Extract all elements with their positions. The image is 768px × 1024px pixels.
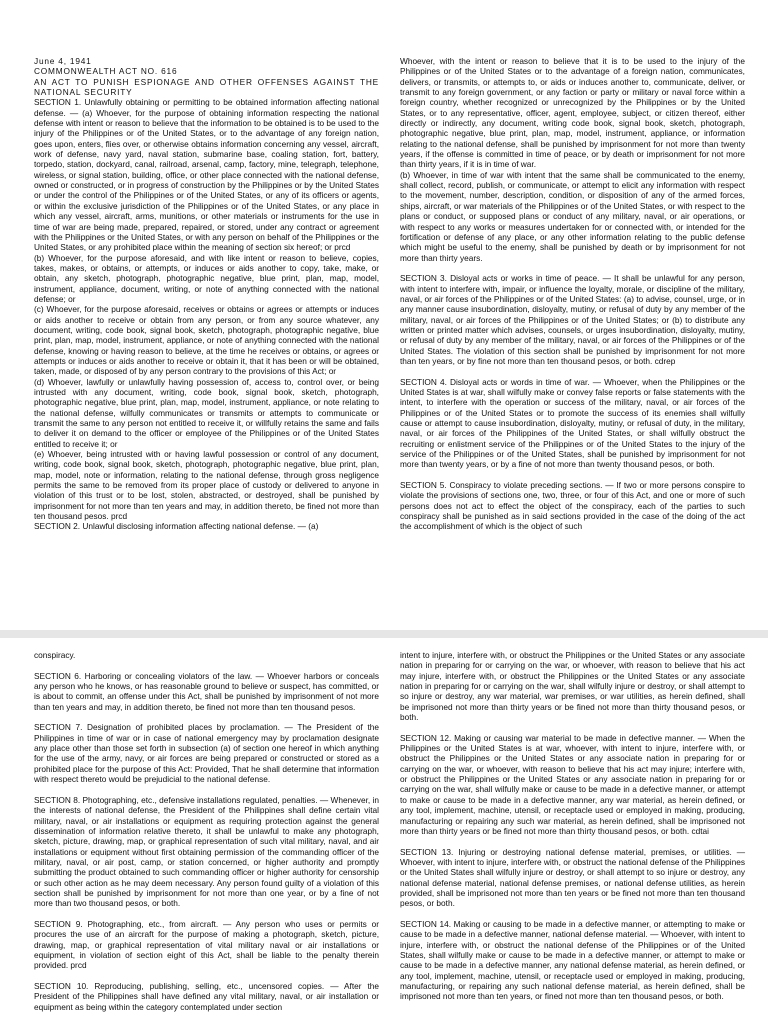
document-page-2	[0, 638, 768, 1024]
document-header-line: COMMONWEALTH ACT NO. 616	[34, 66, 178, 77]
document-paragraph: (c) Whoever, for the purpose aforesaid, receives or obtains or agrees or attempts or induces or aids another to receive or obtain from any person, or from any source whatever, any document, writing, code book, signal book, sketch, photograph, photographic negative, blue print, plan, map, model, instrument, appliance, or note of anything connected with the national defense, knowing or having reason to believe, at the time he receives or obtains, or agrees or attempts or induces or aids another to receive or obtain it, that it has been or will be obtained, taken, made, or disposed of by any person contrary to the provisions of this Act; or	[34, 304, 379, 377]
document-paragraph: conspiracy.	[34, 650, 76, 660]
document-paragraph: SECTION 1. Unlawfully obtaining or permitting to be obtained information affecting national defense. — (a) Whoever, for the purpose of obtaining information respecting the national defense with intent or reason to believe that the information to be obtained is to be used to the injury of the Philippines or of the United States, or to the advantage of any foreign nation, goes upon, enters, flies over, or otherwise obtains information concerning any vessel, aircraft, work of defense, navy yard, naval station, submarine base, coaling station, fort, battery, torpedo, station, dockyard, canal, railroad, arsenal, camp, factory, mine, telegraph, telephone, wireless, or signal station, building, office, or other place connected with the national defense, owned or constructed, or in progress of construction by the Philippines or by the United States or under the control of the Philippines or of the United States, or any of its officers or agents, or within the exclusive jurisdiction of the Philippines or of the United States, or any place in which any vessel, aircraft, arms, munitions, or other materials or instruments for the use in time of war are being made, prepared, repaired, or stored, under any contract or agreement with the Philippines or the United States, or with any person on behalf of the Philippines or the United States, or any prohibited place within the meaning of section six hereof; or prcd	[34, 97, 380, 253]
document-paragraph: SECTION 7. Designation of prohibited places by proclamation. — The President of the Philippines in time of war or in case of national emergency may by proclamation designate any place other than those set forth in subsection (a) of section one hereof in which anything for the use of the army, navy, or air forces are being prepared or constructed or stored as a prohibited place for the purpose of this Act: Provided, That he shall determine that information with respect thereto would be prejudicial to the national defense.	[34, 722, 379, 785]
page2-left-column	[34, 650, 379, 1012]
document-paragraph: SECTION 2. Unlawful disclosing information affecting national defense. — (a)	[34, 521, 319, 532]
document-paragraph: (b) Whoever, in time of war with intent that the same shall be communicated to the enemy, shall collect, record, publish, or communicate, or attempt to elicit any information with respect to the movement, number, description, condition, or disposition of any of the armed forces, ships, aircraft, or war materials of the Philippines or of the United States, or with respect to the plans or conduct, or supposed plans or conduct of any military, naval, or air operations, or with respect to any works or measures undertaken for or connected with, or intended for the fortification or defense of any place, or any other information relating to the public defense which might be useful to the enemy, shall be punished by death or by imprisonment for not more than thirty years.	[400, 169, 745, 263]
document-paragraph: SECTION 5. Conspiracy to violate preceding sections. — If two or more persons conspire to violate the provisions of sections one, two, three, or four of this Act, and one or more of such persons does not act to effect the object of the conspiracy, each of the parties to such conspiracy shall be punished as in said sections provided in the case of the doing of the act the accomplishment of which is the object of such	[400, 480, 745, 532]
page1-right-column	[400, 56, 745, 532]
document-paragraph: (d) Whoever, lawfully or unlawfully having possession of, access to, control over, or being intrusted with any document, writing, code book, signal book, sketch, photograph, photographic negative, blue print, plan, map, model, instrument, appliance, or note relating to the national defense, wilfully communicates or transmits or attempts to communicate or transmit the same to any person not entitled to receive it, or willfully retains the same and fails to deliver it on demand to the officer or employee of the Philippines or of the United States entitled to receive it; or	[34, 376, 379, 449]
document-paragraph: SECTION 10. Reproducing, publishing, selling, etc., uncensored copies. — After the President of the Philippines shall have defined any vital military, naval, or air installation or equipment as being within the category contemplated under section	[34, 981, 379, 1012]
document-paragraph: SECTION 13. Injuring or destroying national defense material, premises, or utilities. — Whoever, with intent to injure, interfere with, or obstruct the national defense of the Philippines or the United States shall wilfully injure or destroy, or shall attempt to so injure or destroy, any national defense material, national defense premises, or national defense utilities, as herein provided, shall be imprisoned not more than ten years or be fined not more than ten thousand pesos, or both.	[400, 846, 745, 909]
document-paragraph: (b) Whoever, for the purpose aforesaid, and with like intent or reason to believe, copies, takes, makes, or obtains, or attempts, or induces or aids another to copy, take, make, or obtain, any sketch, photograph, photographic negative, blue print, plan, map, model, instrument, appliance, document, writing, or note of anything connected with the national defense; or	[34, 252, 379, 304]
document-paragraph: Whoever, with the intent or reason to believe that it is to be used to the injury of the Philippines or of the United States or to the advantage of a foreign nation, communicates, delivers, or transmits, or attempts to, or aids or induces another to, communicate, deliver, or transmit to any foreign government, or any faction or party or military or naval force within a foreign country, whether recognized or unrecognized by the Philippines or by the United States, or to any representative, officer, agent, employee, subject, or citizen thereof, either directly or indirectly, any document, writing code book, signal book, sketch, photograph, photographic negative, blue print, plan, map, model, instrument, appliance, or information relating to the national defense, shall be punished by imprisonment for not more than twenty years, if the offense is committed in time of peace, or by death or imprisonment for not more than thirty years, if it is in time of war.	[400, 56, 745, 170]
document-paragraph: SECTION 12. Making or causing war material to be made in defective manner. — When the Philippines or the United States is at war, whoever, with intent to injure, interfere with, or obstruct the Philippines or the United States or any associate nation in preparing for or carrying on the war, or whoever, with reason to believe that his act may injure; interfere with, or obstruct the Philippines or the United States or any associate nation in preparing for or carrying on the war, shall wilfully make or cause to be made in a defective manner, or attempt to make or cause to be made in a defective manner, any war material, as herein defined, or any tool, implement, machine, utensil, or receptacle used or employed in making, producing, manufacturing or repairing any such war material, as herein defined, shall be imprisoned not more than thirty years or be fined not more than thirty thousand pesos, or both. cdtai	[400, 732, 745, 836]
document-paragraph: SECTION 6. Harboring or concealing violators of the law. — Whoever harbors or conceals any person who he knows, or has reasonable ground to believe or suspect, has committed, or is about to commit, an offense under this Act, shall be punished by imprisonment of not more than ten years and may, in addition thereto, be fined not more than ten thousand pesos.	[34, 670, 379, 712]
page1-left-column	[34, 56, 379, 532]
document-header-line: June 4, 1941	[34, 56, 92, 66]
document-paragraph: SECTION 4. Disloyal acts or words in time of war. — Whoever, when the Philippines or the United States is at war, shall wilfully make or convey false reports or false statements with the intent, to interfere with the operation or success of the military, naval, or air forces of the Philippines or of the United States or to promote the success of its enemies shall wilfully cause or attempt to cause insubordination, disloyalty, mutiny, or refusal of duty, in the military, naval, or air forces of the Philippines of the United States, or shall wilfully obstruct the recruiting or enlistment service of the Philippines or of the United States to the injury of the service of the Philippines or of the United States, shall be punished by imprisonment for not more than twenty years, or by a fine of not more than twenty thousand pesos, or both.	[400, 376, 745, 470]
document-paragraph: intent to injure, interfere with, or obstruct the Philippines or the United States or any associate nation in preparing for or carrying on the war, or whoever, with reason to believe that his act may injure, interfere with, or obstruct the Philippines or the United States or any associate nation in preparing for or carrying on the war, shall wilfully injure or destroy, or shall attempt to so injure or destroy, any war material, war premises, or war utilities, as herein defined, shall be imprisoned not more than thirty years or be fined not more than thirty thousand pesos, or both.	[400, 650, 745, 723]
document-paragraph: SECTION 14. Making or causing to be made in a defective manner, or attempting to make or cause to be made in a defective manner, national defense material. — Whoever, with intent to injure, interfere with, or obstruct the national defense of the Philippines or of the United States, shall wilfully make or cause to be made in a defective manner, or attempt to make or cause to be made in a defective manner, any national defense material, as herein defined, or any tool, implement, machine, utensil, or receptacle used or employed in making, producing, manufacturing, or repairing any such national defense material, as herein defined, shall be imprisoned not more than ten years, or fined not more than ten thousand pesos, or both.	[400, 918, 745, 1002]
document-paragraph: SECTION 8. Photographing, etc., defensive installations regulated, penalties. — Whenever, in the interests of national defense, the President of the Philippines shall define certain vital military, naval, or air installations or equipment as requiring protection against the general dissemination of information relative thereto, it shall be unlawful to make any photograph, sketch, picture, drawing, map, or graphical representation of such vital military, naval, and air installations or equipment without first obtaining permission of the commanding officer of the military, naval, or air post, camp, or station concerned, or higher authority and promptly submitting the product obtained to such commanding officer or higher authority for censorship or such other action as he may deem necessary. Any person found guilty of a violation of this section shall be punished by imprisonment for not more than one year, or by a fine of not more than two thousand pesos, or both.	[34, 794, 379, 909]
document-header-line: AN ACT TO PUNISH ESPIONAGE AND OTHER OFFENSES AGAINST THE NATIONAL SECURITY	[34, 76, 379, 98]
document-paragraph: SECTION 3. Disloyal acts or works in time of peace. — It shall be unlawful for any person, with intent to interfere with, impair, or influence the loyalty, morale, or discipline of the military, naval, or air forces of the Philippines or of the United States: (a) to advise, counsel, urge, or in any manner cause insubordination, disloyalty, mutiny, or refusal of duty by any member of the military, naval, or air forces of the Philippines or of the United States; or (b) to distribute any written or printed matter which advises, counsels, or urges insubordination, disloyalty, mutiny, or refusal of duty by any member of the military, naval, or air forces of the Philippines or of the United States. The violation of this section shall be punished by imprisonment for not more than ten years, or by fine not more than ten thousand pesos, or both. cdrep	[400, 273, 745, 366]
document-paragraph: (e) Whoever, being intrusted with or having lawful possession or control of any document, writing, code book, signal book, sketch, photograph, photographic negative, blue print, plan, map, model, note or information, relating to the national defense, through gross negligence permits the same to be removed from its proper place of custody or delivered to anyone in violation of this trust or to be lost, stolen, abstracted, or destroyed, shall be punished by imprisonment for not more than ten years and may, in addition thereto, be fined not more than ten thousand pesos. prcd	[34, 449, 379, 522]
document-paragraph: SECTION 9. Photographing, etc., from aircraft. — Any person who uses or permits or procures the use of an aircraft for the purpose of making a photograph, sketch, picture, drawing, map, or graphical representation of vital military naval or air installations or equipment, in violation of section eight of this Act, shall be liable to the penalty therein provided. prcd	[34, 918, 379, 971]
page2-right-column	[400, 650, 745, 1002]
